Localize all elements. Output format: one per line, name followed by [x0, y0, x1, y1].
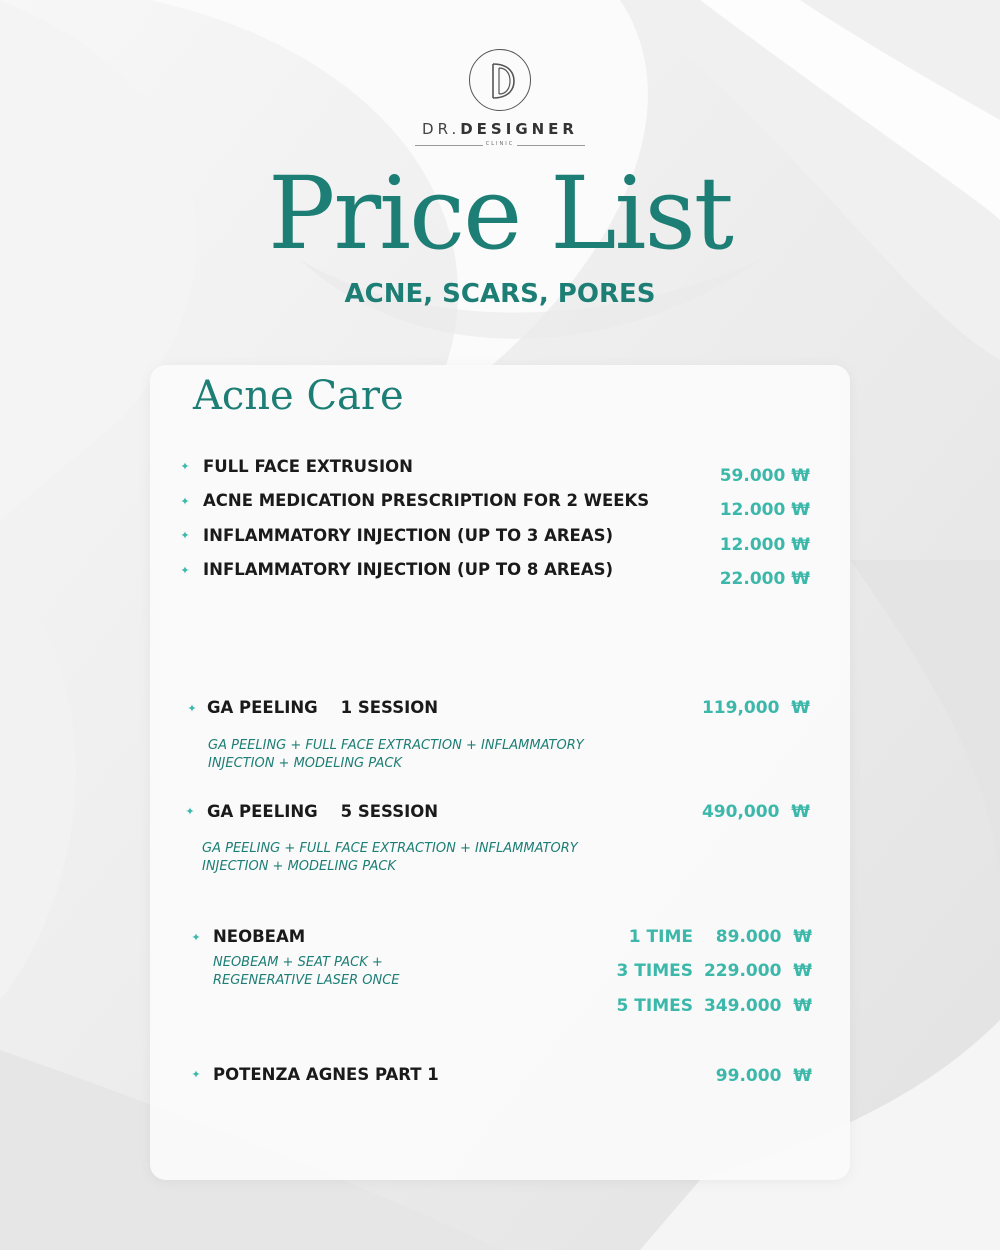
star-icon: ✦ [180, 495, 190, 508]
item-name: GA PEELING 1 SESSION [207, 698, 439, 717]
item-name: INFLAMMATORY INJECTION (UP TO 3 AREAS) [203, 526, 614, 545]
star-icon: ✦ [180, 564, 190, 577]
item-price: 119,000 ₩ [701, 698, 810, 718]
item-name: ACNE MEDICATION PRESCRIPTION FOR 2 WEEKS [203, 491, 650, 510]
item-description-line: INJECTION + MODELING PACK [202, 859, 396, 874]
option-price: 229.000 ₩ [703, 961, 812, 981]
option-times: 3 TIMES [616, 961, 693, 981]
item-price: 12.000 ₩ [719, 500, 810, 520]
brand-subtitle: CLINIC [485, 141, 515, 147]
brand-name-bold: DESIGNER [460, 120, 578, 138]
option-times: 1 TIME [628, 927, 693, 947]
star-icon: ✦ [191, 1068, 201, 1081]
star-icon: ✦ [180, 529, 190, 542]
star-icon: ✦ [187, 702, 197, 715]
item-name: GA PEELING 5 SESSION [207, 802, 439, 821]
item-description-line: NEOBEAM + SEAT PACK + [213, 955, 383, 970]
page-title: Price List [268, 155, 732, 272]
item-description-line: GA PEELING + FULL FACE EXTRACTION + INFLAMMATORY [208, 738, 584, 753]
item-description-line: GA PEELING + FULL FACE EXTRACTION + INFLAMMATORY [202, 841, 578, 856]
option-price: 349.000 ₩ [703, 996, 812, 1016]
item-price: 99.000 ₩ [715, 1066, 812, 1086]
item-name: INFLAMMATORY INJECTION (UP TO 8 AREAS) [203, 560, 614, 579]
item-price: 12.000 ₩ [719, 535, 810, 555]
brand-name [0, 120, 1000, 138]
clinic-logo-icon [469, 49, 531, 111]
item-name: NEOBEAM [213, 927, 306, 946]
item-price: 22.000 ₩ [719, 569, 810, 589]
item-description-line: REGENERATIVE LASER ONCE [213, 973, 400, 988]
star-icon: ✦ [191, 931, 201, 944]
item-name: FULL FACE EXTRUSION [203, 457, 413, 476]
brand-name-light: DR. [422, 120, 461, 138]
page-subtitle: ACNE, SCARS, PORES [344, 279, 656, 309]
item-price: 490,000 ₩ [701, 802, 810, 822]
option-times: 5 TIMES [616, 996, 693, 1016]
option-price: 89.000 ₩ [715, 927, 812, 947]
star-icon: ✦ [180, 460, 190, 473]
item-name: POTENZA AGNES PART 1 [213, 1065, 439, 1084]
item-price: 59.000 ₩ [719, 466, 810, 486]
star-icon: ✦ [185, 805, 195, 818]
section-title: Acne Care [193, 373, 404, 419]
item-description-line: INJECTION + MODELING PACK [208, 756, 402, 771]
